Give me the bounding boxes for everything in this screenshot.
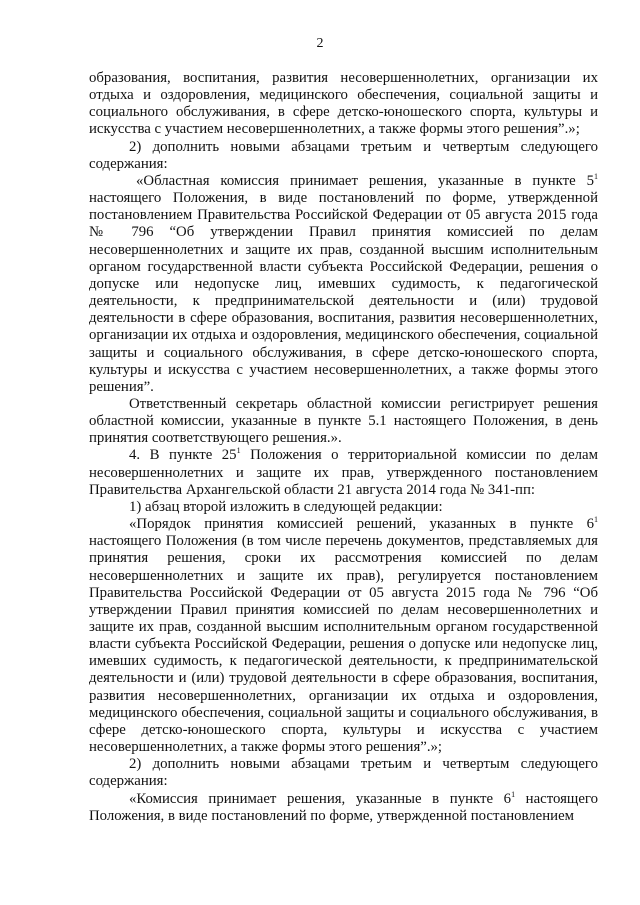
document-body <box>89 70 598 825</box>
paragraph-quote-regional-commission <box>89 173 598 396</box>
superscript: 1 <box>594 171 598 181</box>
paragraph-quote-commission <box>89 791 598 825</box>
paragraph-quote-procedure <box>89 516 598 756</box>
text-run: «Областная комиссия принимает решения, указанные в пункте 5 <box>136 172 594 189</box>
paragraph-secretary: Ответственный секретарь областной комиссии регистрирует решения областной комиссии, указанные в пункте 5.1 настоящего Положения, в день принятия соответствующего решения.». <box>89 395 598 447</box>
text-run: настоящего Положения (в том числе перечень документов, представляемых для принятия решения, сроки их рассмотрения комиссией по делам несовершеннолетних и защите их прав), регулируется постановлением Правительства Российской Федерации от 05 августа 2015 года № 796 “Об утверждении Правил принятия комиссией по делам несовершеннолетних и защите их прав, созданной высшим исполнительным органом государственной власти субъекта Российской Федерации, решения о допуске или недопуске лиц, имевших судимость, к педагогической деятельности, к предпринимательской деятельности и (или) трудовой деятельности в сфере образования, воспитания, развития несовершеннолетних, организации их отдыха и оздоровления, медицинского обеспечения, социальной защиты и социального обслуживания, в сфере детско-юношеского спорта, культуры и искусства с участием несовершеннолетних, а также формы этого решения”.»; <box>89 533 598 756</box>
text-run: «Порядок принятия комиссией решений, указанных в пункте 6 <box>129 516 594 533</box>
text-run: «Комиссия принимает решения, указанные в пункте 6 <box>129 790 512 807</box>
text-run: 4. В пункте 25 <box>129 447 237 464</box>
paragraph-item-2: 2) дополнить новыми абзацами третьим и четвертым следующего содержания: <box>89 138 598 172</box>
text-run: настоящего Положения, в виде постановлений по форме, утвержденной постановлением Правительства Российской Федерации от 05 августа 2015 года № 796 “Об утверждении Правил принятия комиссией по делам несовершеннолетних и защите их прав, созданной высшим исполнительным органом государственной власти субъекта Российской Федерации, решения о допуске или недопуске лиц, имевших судимость, к педагогической деятельности, к предпринимательской деятельности и (или) трудовой деятельности в сфере образования, воспитания, развития несовершеннолетних, организации их отдыха и оздоровления, медицинского обеспечения, социальной защиты и социального обслуживания, в сфере детско-юношеского спорта, культуры и искусства с участием несовершеннолетних, а также формы этого решения”. <box>89 190 598 395</box>
paragraph-section-4 <box>89 447 598 498</box>
text-run: Положения о территориальной комиссии по делам несовершеннолетних и защите их прав, утвержденного постановлением Правительства Архангельской области 21 августа 2014 года № 341-пп: <box>89 447 598 498</box>
superscript: 1 <box>236 446 241 456</box>
paragraph-item-2b: 2) дополнить новыми абзацами третьим и четвертым следующего содержания: <box>89 756 598 790</box>
paragraph-item-1: 1) абзац второй изложить в следующей редакции: <box>129 498 443 515</box>
paragraph-continuation: образования, воспитания, развития несовершеннолетних, организации их отдыха и оздоровления, медицинского обеспечения, социальной защиты и социального обслуживания, в сфере детско-юношеского спорта, культуры и искусства с участием несовершеннолетних, а также формы этого решения”.»; <box>89 70 598 138</box>
page-number: 2 <box>316 36 324 51</box>
text-run: настоящего Положения, в виде постановлений по форме, утвержденной постановлением <box>89 790 598 824</box>
superscript: 1 <box>511 789 516 799</box>
superscript: 1 <box>594 515 598 525</box>
